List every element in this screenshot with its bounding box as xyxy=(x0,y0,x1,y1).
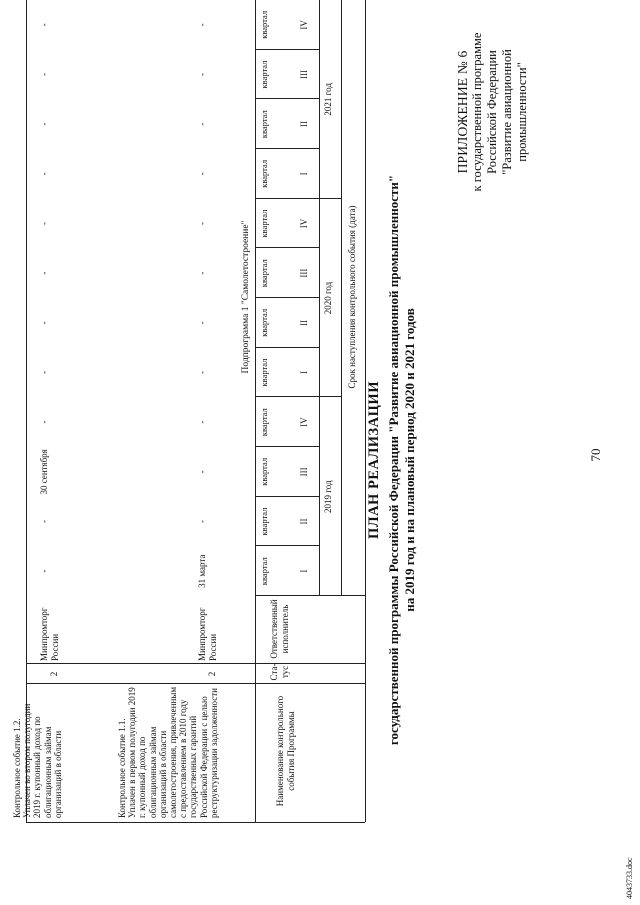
quarter-word: квартал xyxy=(259,209,269,238)
header-name: Наименование контрольного события Программы xyxy=(275,695,296,807)
appendix-line: "Развитие авиационной xyxy=(500,49,514,175)
date-dash: - xyxy=(197,23,207,27)
date-dash: - xyxy=(39,23,49,27)
quarter-numeral: II xyxy=(299,319,309,326)
date-dash: - xyxy=(197,420,207,424)
header-period: Срок наступления контрольного события (дата) xyxy=(347,205,357,389)
document-code: 4043733.doc xyxy=(625,857,634,899)
date-dash: - xyxy=(39,321,49,325)
date-dash: - xyxy=(39,569,49,573)
quarter-word: квартал xyxy=(259,159,269,188)
date-dash: - xyxy=(197,321,207,325)
table-rule xyxy=(27,663,365,664)
quarter-word: квартал xyxy=(259,408,269,437)
quarter-word: квартал xyxy=(259,308,269,337)
appendix-title: ПРИЛОЖЕНИЕ № 6 xyxy=(455,50,470,174)
quarter-word: квартал xyxy=(259,110,269,139)
appendix-line: Российской Федерации xyxy=(485,50,499,174)
date-dash: - xyxy=(39,122,49,126)
row-executor: Минпромторг России xyxy=(39,607,60,661)
subprogram-title: Подпрограмма 1 "Самолетостроение" xyxy=(241,220,251,374)
year-label: 2020 год xyxy=(323,281,333,315)
table-rule xyxy=(319,0,320,596)
date-dash: - xyxy=(39,271,49,275)
quarter-numeral: IV xyxy=(299,218,309,229)
quarter-numeral: I xyxy=(299,172,309,176)
header-status: Ста-тус xyxy=(269,663,290,681)
quarter-numeral: IV xyxy=(299,417,309,427)
date-dash: - xyxy=(197,222,207,226)
quarter-numeral: III xyxy=(299,467,309,477)
table-rule xyxy=(341,0,342,596)
date-dash: - xyxy=(197,122,207,126)
table-rule xyxy=(27,683,365,684)
quarter-word: квартал xyxy=(259,557,269,586)
quarter-word: квартал xyxy=(259,358,269,387)
quarter-word: квартал xyxy=(259,60,269,89)
table-rule xyxy=(365,0,366,822)
page-number: 70 xyxy=(588,448,603,462)
year-label: 2021 год xyxy=(323,83,333,116)
appendix-line: промышленности" xyxy=(515,62,529,162)
row-status: 2 xyxy=(207,671,217,677)
row-name: Контрольное событие 1.1. Уплачен в первом полугодии 2019 г. купонный доход по облигационным займам организаций в области самолетостроения, привлеченным с предоставлением в 2010 году государственных гарантий Российской Федерации с целью реструктуризации задолженности xyxy=(116,686,219,818)
quarter-word: квартал xyxy=(259,507,269,536)
quarter-numeral: III xyxy=(299,268,309,278)
quarter-word: квартал xyxy=(259,457,269,486)
appendix-line: к государственной программе xyxy=(470,32,484,192)
date-dash: - xyxy=(39,222,49,226)
quarter-word: квартал xyxy=(259,259,269,288)
table-rule xyxy=(255,0,256,822)
quarter-numeral: I xyxy=(299,371,309,375)
date-dash: - xyxy=(197,271,207,275)
date-dash: - xyxy=(39,420,49,424)
title-line-3: на 2019 год и на плановый период 2020 и 2021 годов xyxy=(402,308,417,612)
date-dash: - xyxy=(197,172,207,176)
row-name: Контрольное событие 1.2. Уплачен во втором полугодии 2019 г. купонный доход по облигационным займам организаций в области xyxy=(11,703,63,818)
date-dash: - xyxy=(39,520,49,524)
date-dash: - xyxy=(197,470,207,474)
quarter-word: квартал xyxy=(259,10,269,39)
quarter-numeral: III xyxy=(299,70,309,80)
row-date: 30 сентября xyxy=(39,449,49,495)
header-executor: Ответственный исполнитель xyxy=(269,599,290,659)
date-dash: - xyxy=(197,73,207,77)
title-line-2: государственной программы Российской Федерации "Развитие авиационной промышленности" xyxy=(386,174,401,746)
row-date: 31 марта xyxy=(197,554,207,588)
date-dash: - xyxy=(39,172,49,176)
year-label: 2019 год xyxy=(323,480,333,513)
quarter-numeral: IV xyxy=(299,20,309,30)
quarter-numeral: II xyxy=(299,518,309,525)
date-dash: - xyxy=(39,73,49,77)
row-executor: Минпромторг России xyxy=(197,607,218,661)
date-dash: - xyxy=(197,520,207,524)
quarter-numeral: II xyxy=(299,121,309,128)
appendix-header xyxy=(455,17,530,207)
row-status: 2 xyxy=(49,671,59,677)
date-dash: - xyxy=(39,371,49,375)
date-dash: - xyxy=(197,371,207,375)
plan-table xyxy=(11,0,365,823)
document-title xyxy=(366,145,418,775)
title-line-1: ПЛАН РЕАЛИЗАЦИИ xyxy=(366,381,382,540)
quarter-numeral: I xyxy=(299,569,309,573)
